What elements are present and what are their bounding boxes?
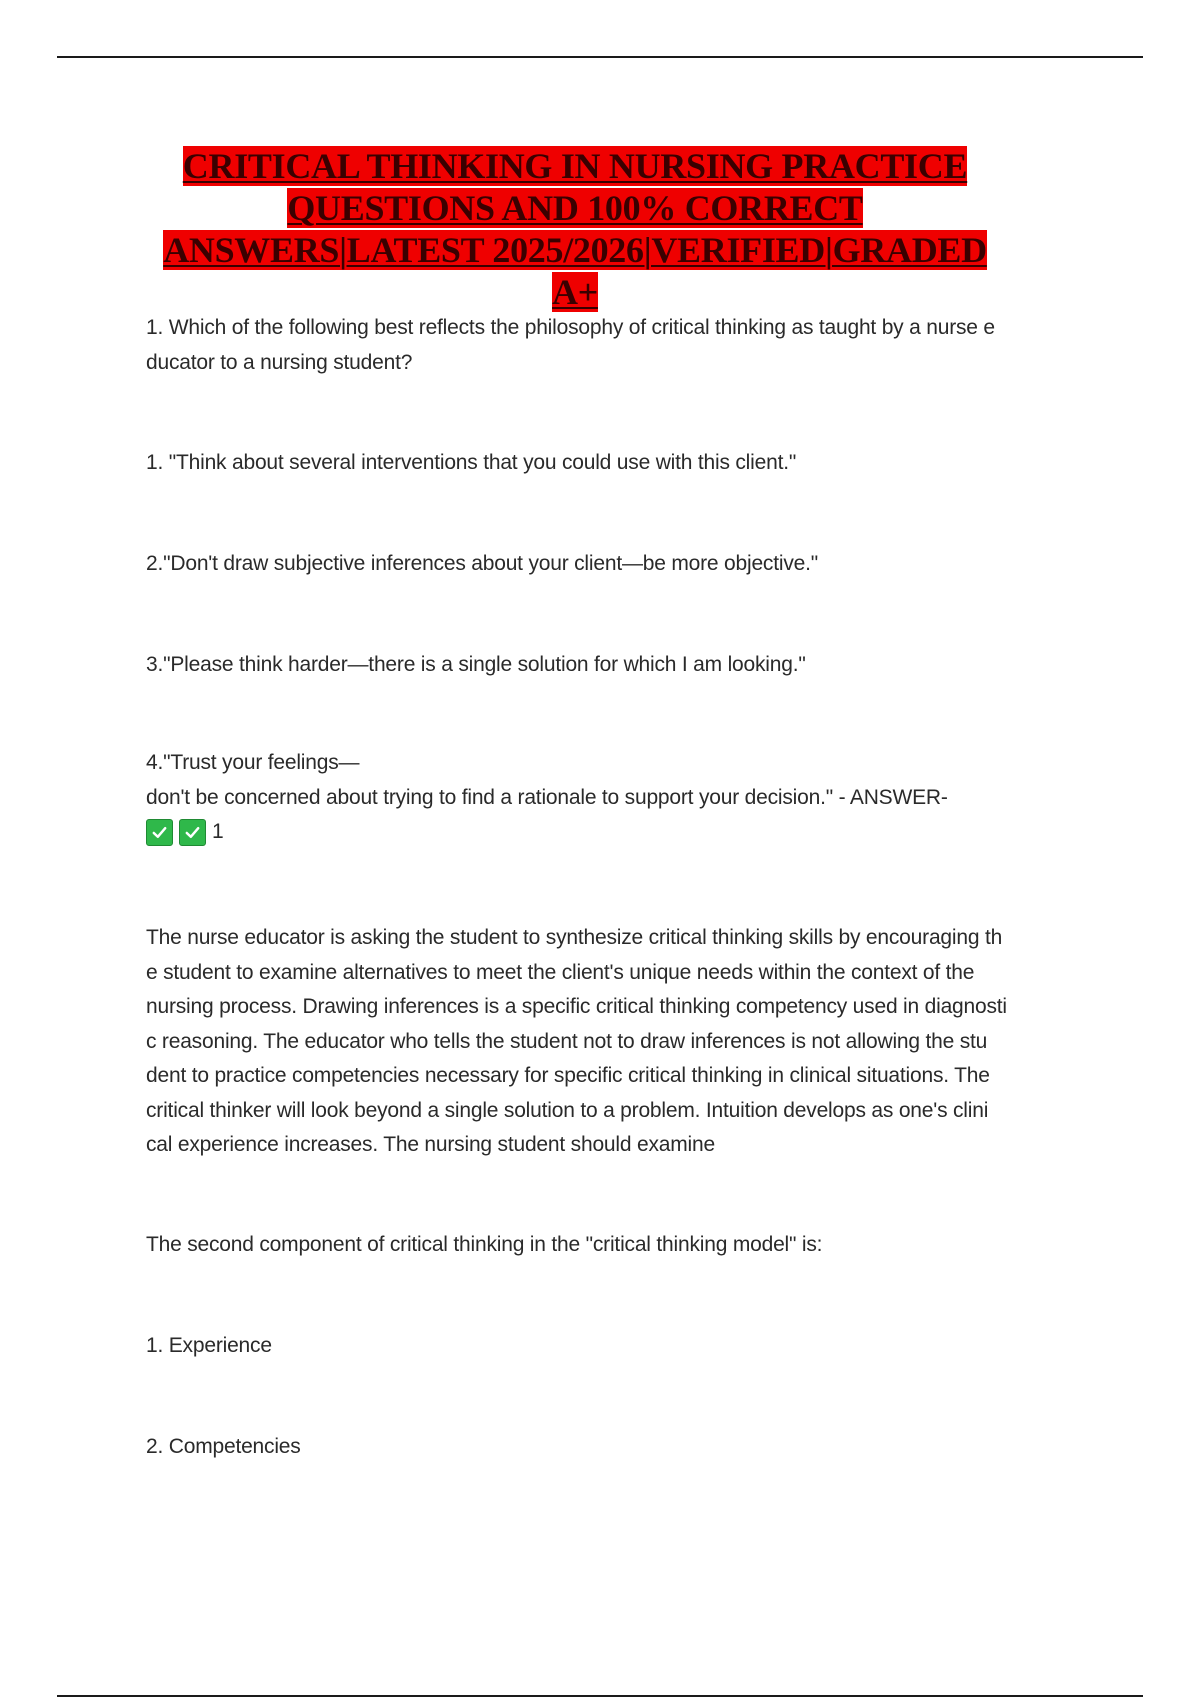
title-line: ANSWERS|LATEST 2025/2026|VERIFIED|GRADED: [163, 230, 987, 270]
text-line: nursing process. Drawing inferences is a specific critical thinking competency used in diagnosti: [146, 995, 1007, 1018]
question-1-option-2: 2."Don't draw subjective inferences about your client—be more objective.": [146, 552, 819, 575]
text-line: 1. Which of the following best reflects the philosophy of critical thinking as taught by a nurse e: [146, 316, 995, 339]
text-line: 4."Trust your feelings—: [146, 751, 360, 774]
text-line: The nurse educator is asking the student to synthesize critical thinking skills by encouraging th: [146, 926, 1003, 949]
title-line: CRITICAL THINKING IN NURSING PRACTICE: [182, 146, 968, 186]
text-line: critical thinker will look beyond a single solution to a problem. Intuition develops as one's clini: [146, 1098, 989, 1122]
text-line: dent to practice competencies necessary for specific critical thinking in clinical situations. The: [146, 1064, 990, 1087]
check-mark-icon: [146, 819, 173, 846]
answer-value: 1: [212, 819, 224, 843]
top-divider: [57, 56, 1143, 58]
question-1-option-1: 1. "Think about several interventions that you could use with this client.": [146, 451, 797, 474]
question-2-stem: The second component of critical thinking in the "critical thinking model" is:: [146, 1233, 823, 1256]
text-line: cal experience increases. The nursing student should examine: [146, 1133, 715, 1156]
question-2-option-2: 2. Competencies: [146, 1435, 301, 1458]
check-mark-icon: [179, 819, 206, 846]
document-title: [140, 145, 1010, 313]
question-1-option-4: [146, 746, 1066, 849]
question-2-option-1: 1. Experience: [146, 1334, 272, 1357]
title-line: QUESTIONS AND 100% CORRECT: [287, 188, 863, 228]
text-line: ducator to a nursing student?: [146, 350, 413, 374]
question-1-option-3: 3."Please think harder—there is a single solution for which I am looking.": [146, 653, 806, 676]
bottom-divider: [57, 1695, 1143, 1697]
answer-row: [146, 815, 1066, 849]
question-1-rationale: [146, 921, 1066, 1163]
text-line: don't be concerned about trying to find a rationale to support your decision." - ANSWER-: [146, 785, 948, 809]
title-line: A+: [552, 272, 598, 312]
text-line: e student to examine alternatives to meet the client's unique needs within the context of the: [146, 960, 975, 984]
question-1-stem: [146, 311, 1066, 380]
text-line: c reasoning. The educator who tells the student not to draw inferences is not allowing the stu: [146, 1029, 988, 1053]
